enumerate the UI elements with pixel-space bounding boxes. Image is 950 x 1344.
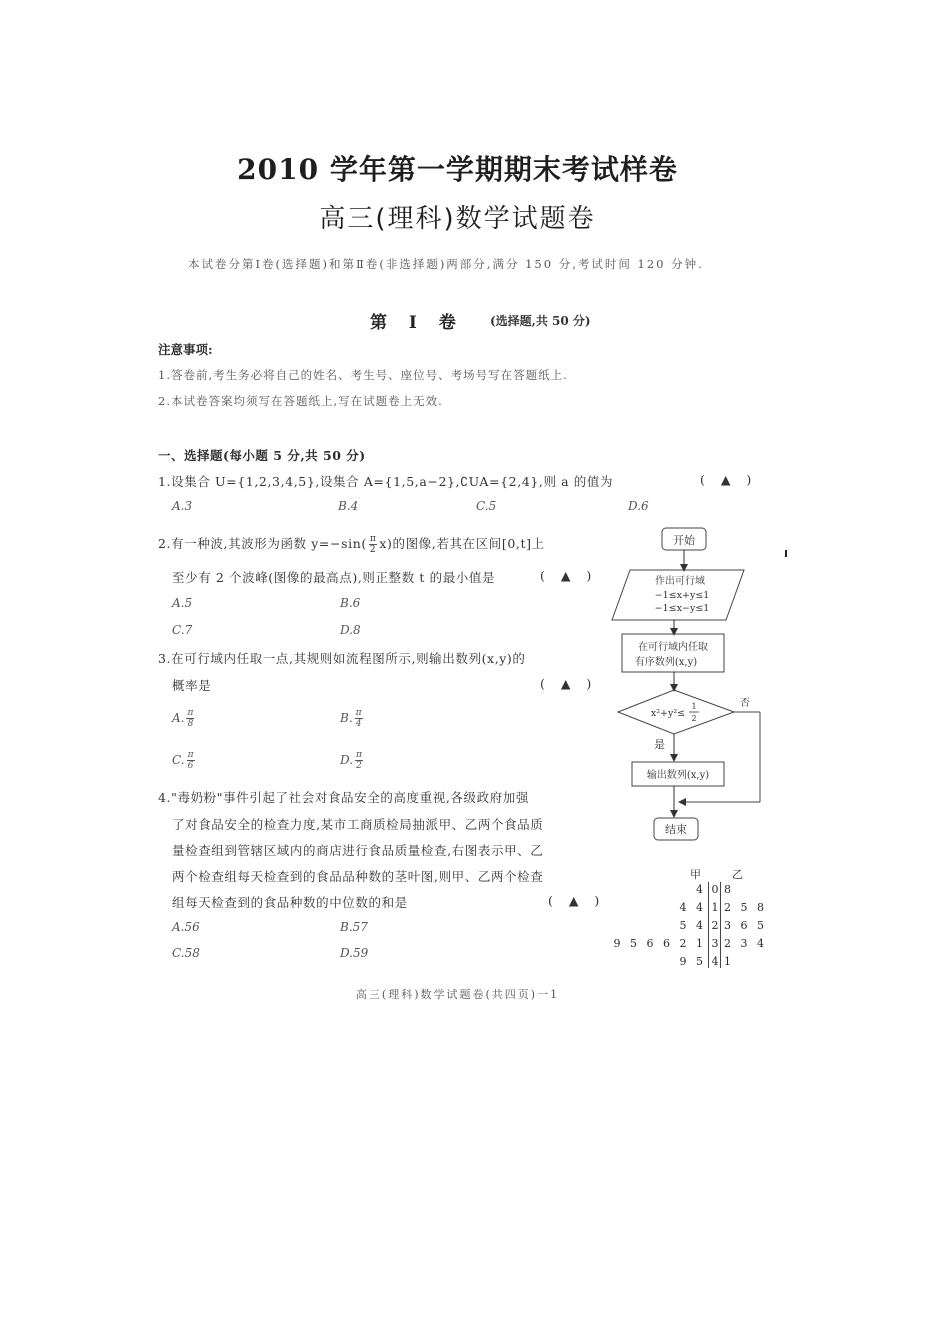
option: C.7	[172, 623, 193, 637]
fraction	[355, 750, 363, 771]
question-2-stem	[158, 534, 545, 555]
exam-intro: 本试卷分第Ⅰ卷(选择题)和第Ⅱ卷(非选择题)两部分,满分 150 分,考试时间 120 分钟.	[188, 257, 704, 271]
stemleaf-right-leaves: 8	[724, 883, 734, 896]
stemleaf-right-leaves: 3 6 5	[724, 919, 767, 932]
stemleaf-stem: 3	[711, 937, 719, 950]
fraction	[369, 534, 378, 555]
stemleaf-header-right: 乙	[732, 868, 743, 881]
fraction	[186, 708, 194, 729]
stemleaf-divider-left	[708, 882, 709, 968]
fraction-denominator: 2	[356, 761, 362, 771]
notes-heading: 注意事项:	[158, 342, 213, 357]
question-4-line: 了对食品安全的检查力度,某市工商质检局抽派甲、乙两个食品质	[172, 817, 544, 832]
answer-blank: ( ▲ )	[548, 893, 606, 908]
flowchart-no-label: 否	[740, 698, 750, 709]
question-2-stem-line2: 至少有 2 个波峰(图像的最高点),则正整数 t 的最小值是	[172, 570, 496, 585]
stemleaf-left-leaves: 4	[696, 883, 706, 896]
stemleaf-left-leaves: 4 4	[679, 901, 706, 914]
option-label: A.	[172, 711, 185, 725]
answer-blank: ( ▲ )	[540, 568, 598, 583]
flowchart-step1-line2: −1≤x+y≤1	[654, 590, 710, 601]
option	[340, 750, 365, 771]
fraction-denominator: 4	[355, 719, 362, 729]
section-heading: 一、选择题(每小题 5 分,共 50 分)	[158, 448, 366, 463]
fraction-numerator: π	[187, 750, 194, 760]
option	[172, 708, 196, 729]
option: D.6	[628, 499, 649, 513]
answer-blank: ( ▲ )	[700, 472, 758, 487]
fraction-numerator: π	[355, 708, 362, 718]
stemleaf-stem: 4	[711, 955, 719, 968]
option: C.58	[172, 946, 200, 960]
question-3-stem-line2: 概率是	[172, 678, 212, 693]
option: B.6	[340, 596, 361, 610]
note-item: 2.本试卷答案均须写在答题纸上,写在试题卷上无效.	[158, 394, 443, 408]
option: B.4	[338, 499, 359, 513]
flowchart-end: 结束	[665, 823, 687, 836]
stemleaf-right-leaves: 2 5 8	[724, 901, 767, 914]
stemleaf-stem: 2	[711, 919, 719, 932]
stemleaf-left-leaves: 9 5 6 6 2 1	[613, 937, 706, 950]
option: D.8	[340, 623, 361, 637]
flowchart-yes-label: 是	[654, 738, 665, 751]
exam-subtitle: 高三(理科)数学试题卷	[319, 204, 596, 234]
scan-mark	[785, 550, 787, 557]
option-label: D.	[340, 753, 354, 767]
fraction	[355, 708, 363, 729]
flowchart	[610, 520, 780, 850]
flowchart-start: 开始	[673, 534, 695, 547]
fraction	[187, 750, 195, 771]
stemleaf-left-leaves: 9 5	[679, 955, 706, 968]
stemleaf-right-leaves: 2 3 4	[724, 937, 767, 950]
flowchart-condition: x²+y²≤	[650, 708, 686, 719]
flowchart-step1-line3: −1≤x−y≤1	[654, 603, 710, 614]
fraction-denominator: 6	[187, 761, 194, 771]
page-footer: 高三(理科)数学试题卷(共四页)一1	[355, 988, 560, 1001]
stem-part: x)的图像,若其在区间[0,t]上	[379, 536, 545, 551]
stem-part: 2.有一种波,其波形为函数 y=−sin(	[158, 536, 367, 551]
stem-leaf-plot	[610, 862, 770, 972]
question-4-line: 组每天检查到的食品种数的中位数的和是	[172, 895, 408, 910]
fraction-denominator: 2	[369, 545, 377, 555]
note-item: 1.答卷前,考生务必将自己的姓名、考生号、座位号、考场号写在答题纸上.	[158, 368, 568, 382]
option: A.3	[172, 499, 193, 513]
fraction-denominator: 8	[187, 719, 194, 729]
flowchart-step2-line2: 有序数列(x,y)	[634, 657, 698, 668]
option: D.59	[340, 946, 369, 960]
stemleaf-right-leaves: 1	[724, 955, 734, 968]
question-4-line: 两个检查组每天检查到的食品品种数的茎叶图,则甲、乙两个检查	[172, 869, 544, 884]
stemleaf-left-leaves: 5 4	[679, 919, 706, 932]
stemleaf-divider-right	[720, 882, 721, 968]
flowchart-condition-den: 2	[691, 714, 697, 723]
option	[340, 708, 365, 729]
option: B.57	[340, 920, 368, 934]
fraction-numerator: π	[187, 708, 194, 718]
flowchart-output: 输出数列(x,y)	[646, 770, 710, 781]
fraction-numerator: π	[356, 750, 362, 760]
option-label: C.	[172, 753, 185, 767]
part-subtitle: (选择题,共 50 分)	[490, 314, 591, 328]
question-3-stem: 3.在可行域内任取一点,其规则如流程图所示,则输出数列(x,y)的	[158, 651, 526, 666]
question-4-line: 量检查组到管辖区域内的商店进行食品质量检查,右图表示甲、乙	[172, 843, 544, 858]
flowchart-condition-num: 1	[691, 702, 697, 711]
question-1-stem: 1.设集合 U={1,2,3,4,5},设集合 A={1,5,a−2},∁UA={2,4},则 a 的值为	[158, 474, 614, 489]
answer-blank: ( ▲ )	[540, 676, 598, 691]
option-label: B.	[340, 711, 353, 725]
question-4-line: 4."毒奶粉"事件引起了社会对食品安全的高度重视,各级政府加强	[158, 790, 529, 805]
stemleaf-stem: 0	[711, 883, 719, 896]
option: C.5	[476, 499, 497, 513]
fraction-numerator: π	[369, 534, 377, 544]
flowchart-step1-line1: 作出可行域	[655, 576, 705, 587]
option: A.5	[172, 596, 193, 610]
option: A.56	[172, 920, 200, 934]
exam-title: 2010 学年第一学期期末考试样卷	[237, 153, 678, 186]
stemleaf-stem: 1	[711, 901, 719, 914]
stemleaf-header-left: 甲	[690, 868, 701, 881]
part-title: 第 Ⅰ 卷	[370, 313, 464, 333]
option	[172, 750, 197, 771]
flowchart-step2-line1: 在可行域内任取	[638, 642, 708, 653]
